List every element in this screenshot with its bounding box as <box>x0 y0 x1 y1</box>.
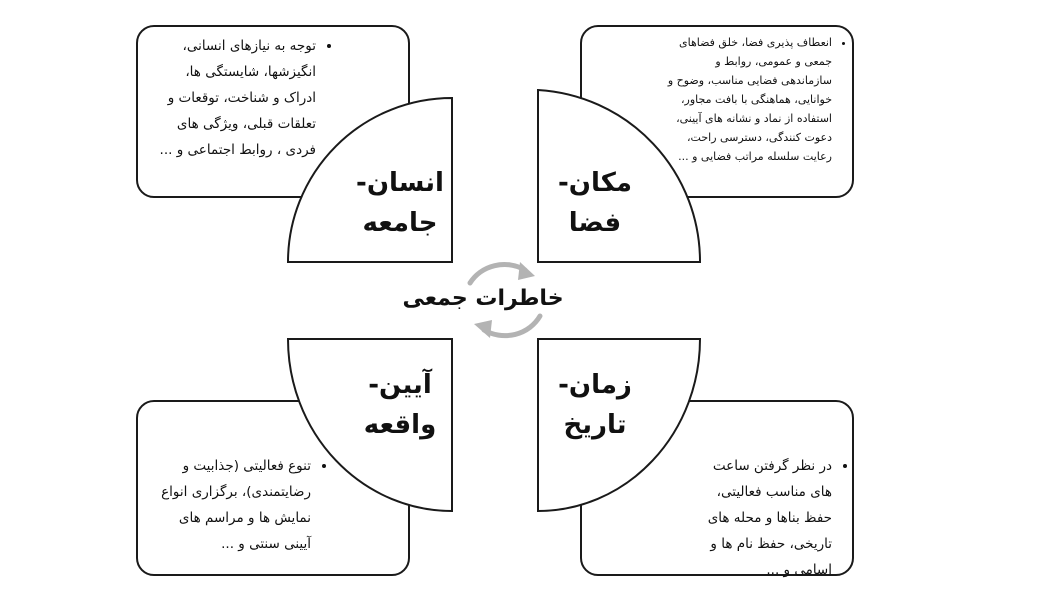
label-bottom-right <box>540 365 650 445</box>
cycle-arrowhead-top-icon <box>518 262 535 280</box>
label-top-left-line1: انسان- <box>356 168 444 198</box>
cycle-arrowhead-bottom-icon <box>474 320 492 338</box>
text-bottom-right-item: • در نظر گرفتن ساعت های مناسب فعالیتی، حفظ بناها و محله های تاریخی، حفظ نام ها و اسامی و ... <box>688 453 832 583</box>
text-bottom-left-item: • تنوع فعالیتی (جذابیت و رضایتمندی)، برگزاری انواع نمایش ها و مراسم های آیینی سنتی و ... <box>150 453 311 557</box>
label-bottom-right-line1: زمان- <box>558 370 632 400</box>
center-title: خاطرات جمعی <box>402 286 564 311</box>
label-bottom-left <box>345 365 455 445</box>
text-top-left-item: • توجه به نیازهای انسانی، انگیزشها، شایستگی ها، ادراک و شناخت، توقعات و تعلقات قبلی، ویژگی های فردی ، روابط اجتماعی و ... <box>150 33 316 163</box>
label-bottom-right-line2: تاریخ <box>563 410 627 440</box>
label-bottom-left-line2: واقعه <box>363 410 437 440</box>
text-top-right-item: • انعطاف پذیری فضا، خلق فضاهای جمعی و عمومی، روابط و سازماندهی فضایی مناسب، وضوح و خوانایی، هماهنگی با بافت مجاور، استفاده از نماد و نشانه های آیینی، دعوت کنندگی، دسترسی راحت، رعایت سلسله مراتب فضایی و ... <box>662 33 832 166</box>
label-top-left-line2: جامعه <box>362 208 438 238</box>
text-bottom-left <box>150 453 325 557</box>
text-top-left <box>150 33 330 163</box>
text-top-right <box>662 33 846 166</box>
label-top-left <box>345 163 455 243</box>
label-bottom-left-line1: آیین- <box>368 370 432 400</box>
text-bottom-right <box>688 453 846 583</box>
label-top-right <box>540 163 650 243</box>
label-top-right-line2: فضا <box>568 208 622 238</box>
label-top-right-line1: مکان- <box>558 168 632 198</box>
